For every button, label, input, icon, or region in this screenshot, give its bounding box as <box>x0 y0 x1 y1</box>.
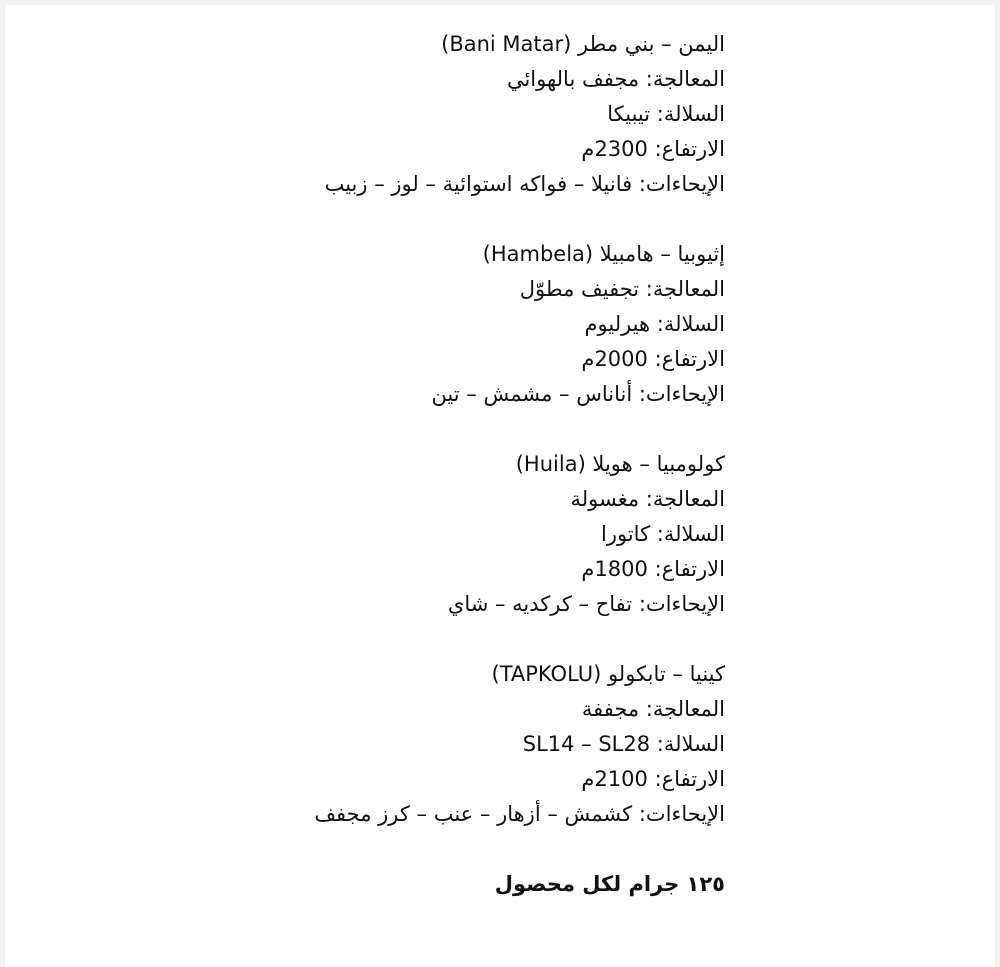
origin-process: المعالجة: مجفف بالهوائي <box>506 67 725 91</box>
origin-variety: السلالة: هيرليوم <box>584 312 725 336</box>
origin-altitude: الارتفاع: 1800م <box>581 557 725 581</box>
origin-block-yemen <box>125 27 725 202</box>
origin-variety: السلالة: SL14 – SL28 <box>522 732 725 756</box>
origin-process: المعالجة: مجففة <box>581 697 725 721</box>
origin-process: المعالجة: تجفيف مطوّل <box>519 277 725 301</box>
origin-tasting-notes: الإيحاءات: فانيلا – فواكه استوائية – لوز – زبيب <box>324 172 725 196</box>
origin-title: كولومبيا – هويلا (Huila) <box>515 452 725 476</box>
origin-variety: السلالة: تيبيكا <box>607 102 725 126</box>
origin-altitude: الارتفاع: 2100م <box>581 767 725 791</box>
origin-tasting-notes: الإيحاءات: تفاح – كركديه – شاي <box>447 592 725 616</box>
origin-block-kenya <box>125 657 725 832</box>
document-page <box>5 5 995 967</box>
origin-altitude: الارتفاع: 2300م <box>581 137 725 161</box>
origin-tasting-notes: الإيحاءات: أناناس – مشمش – تين <box>431 382 725 406</box>
weight-per-origin-note: ١٢٥ جرام لكل محصول <box>494 872 725 896</box>
origin-tasting-notes: الإيحاءات: كشمش – أزهار – عنب – كرز مجفف <box>314 802 725 826</box>
origin-title: إثيوبيا – هامبيلا (Hambela) <box>482 242 725 266</box>
origin-variety: السلالة: كاتورا <box>601 522 725 546</box>
origin-altitude: الارتفاع: 2000م <box>581 347 725 371</box>
origin-block-colombia <box>125 447 725 622</box>
origin-process: المعالجة: مغسولة <box>570 487 725 511</box>
origin-title: اليمن – بني مطر (Bani Matar) <box>441 32 725 56</box>
coffee-origins-list <box>125 27 725 902</box>
origin-block-ethiopia <box>125 237 725 412</box>
origin-title: كينيا – تابكولو (TAPKOLU) <box>491 662 725 686</box>
